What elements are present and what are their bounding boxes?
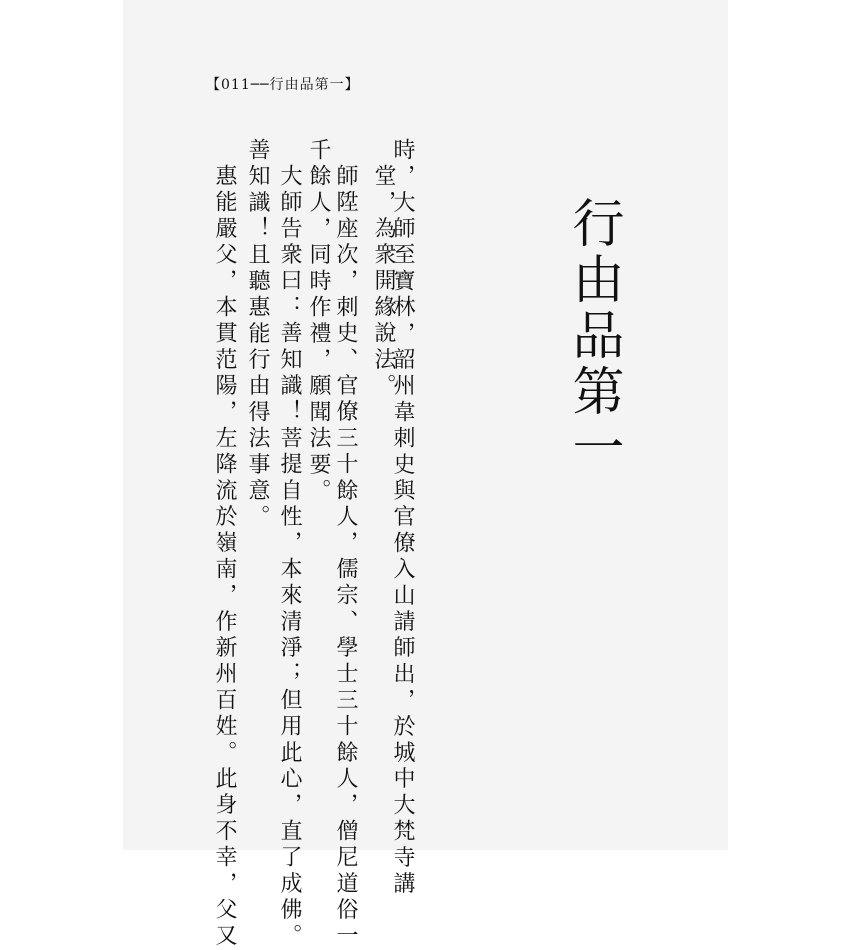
running-header: 【011──行由品第一】 [206, 77, 360, 93]
text-column-5: 大師告衆曰：善知識！菩提自性，本來清淨；但用此心，直了成佛。 [277, 164, 302, 950]
text-column-4: 千餘人，同時作禮，願聞法要。 [306, 138, 331, 505]
text-column-2: 堂，為衆開緣說法。 [371, 164, 396, 400]
text-column-1: 時，大師至寶林，韶州韋刺史與官僚入山請師出，於城中大梵寺講 [390, 138, 415, 898]
text-column-7: 惠能嚴父，本貫范陽，左降流於嶺南，作新州百姓。此身不幸，父又 [212, 164, 237, 950]
text-column-6: 善知識！且聽惠能行由得法事意。 [245, 138, 270, 531]
chapter-title: 行由品第一 [563, 196, 623, 476]
text-column-3: 師陞座次，刺史、官僚三十餘人，儒宗、學士三十餘人，僧尼道俗一 [333, 164, 358, 950]
